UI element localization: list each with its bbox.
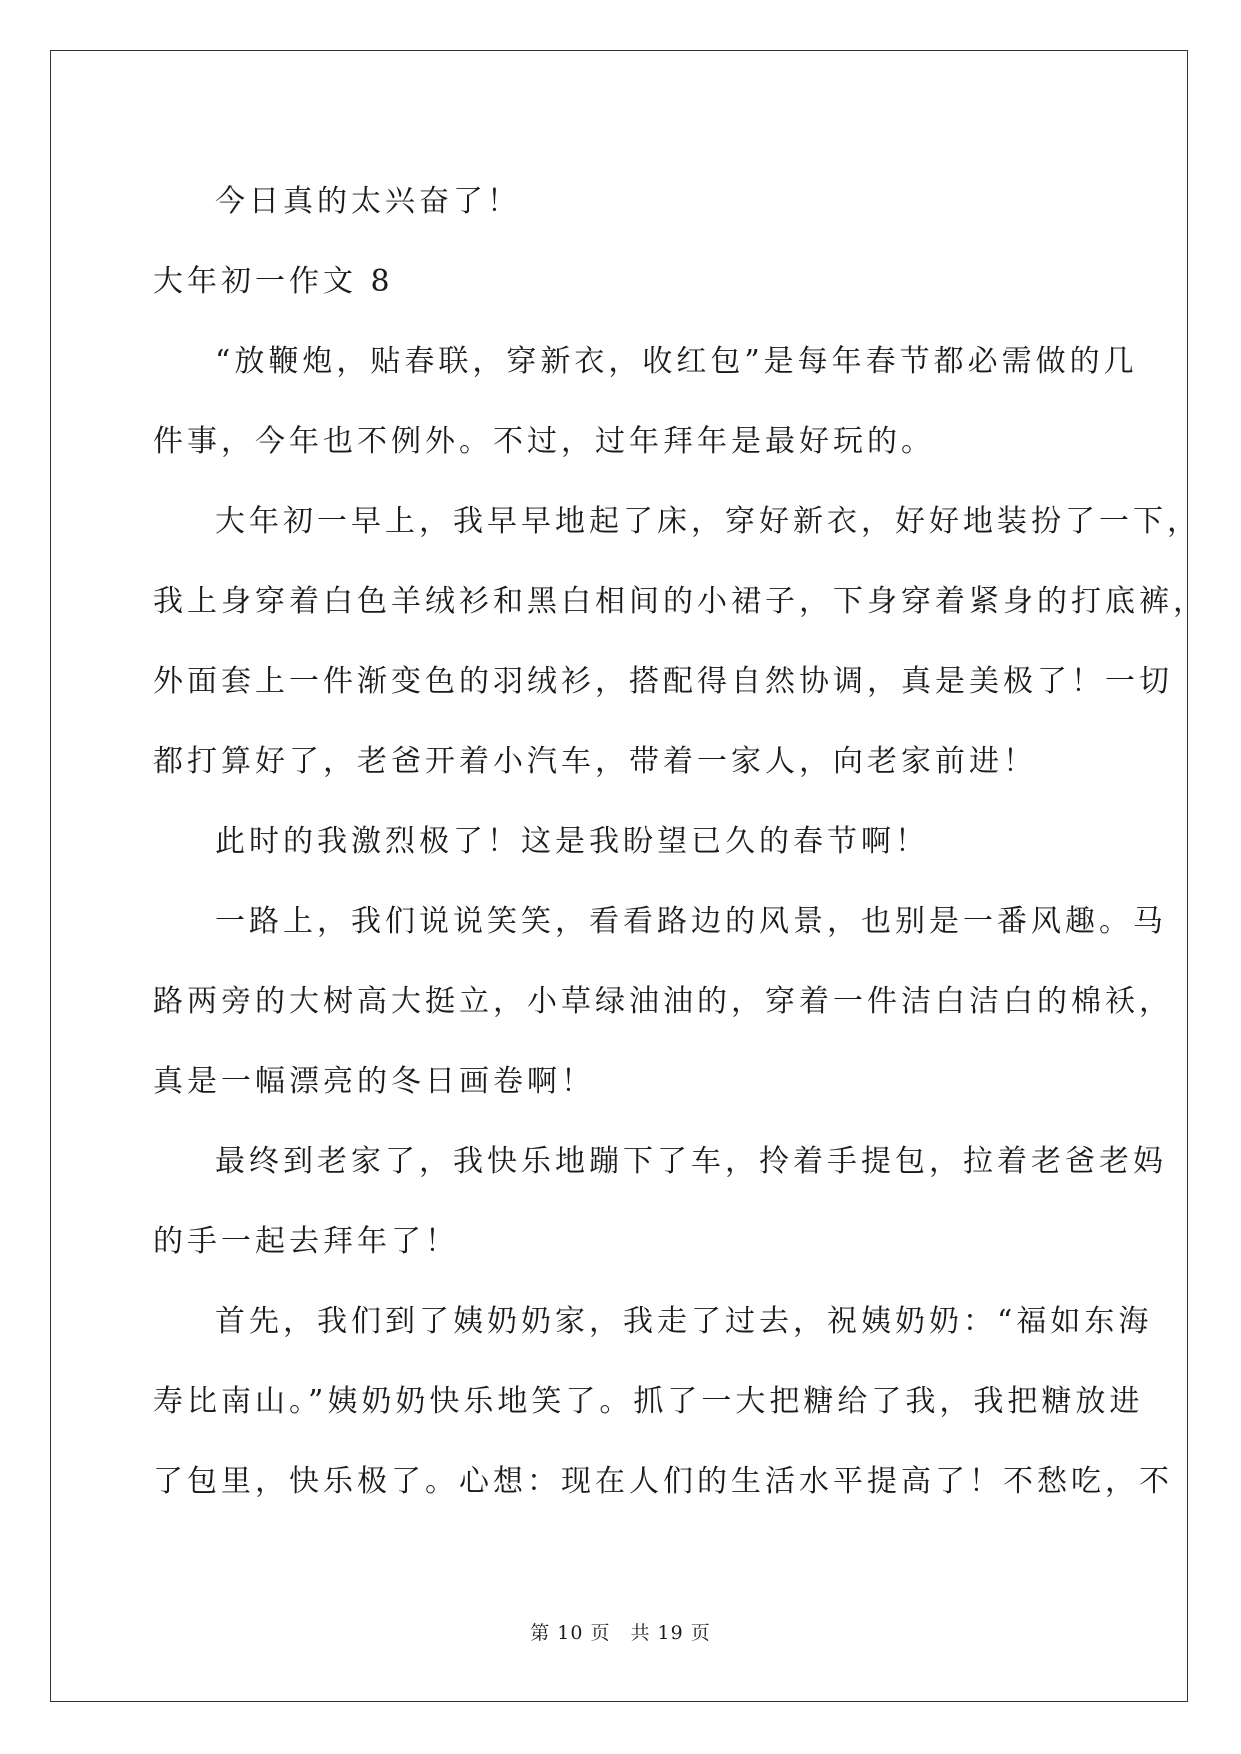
document-body: [153, 162, 1207, 1522]
paragraph-line: 外面套上一件渐变色的羽绒衫，搭配得自然协调，真是美极了！一切: [153, 664, 1173, 699]
section-heading: 大年初一作文 8: [153, 264, 394, 299]
paragraph-line: 最终到老家了，我快乐地蹦下了车，拎着手提包，拉着老爸老妈: [215, 1144, 1167, 1179]
paragraph-line: 了包里，快乐极了。心想：现在人们的生活水平提高了！不愁吃，不: [153, 1464, 1173, 1499]
paragraph-line: 今日真的太兴奋了！: [215, 184, 521, 219]
paragraph-line: 路两旁的大树高大挺立，小草绿油油的，穿着一件洁白洁白的棉袄，: [153, 984, 1173, 1019]
paragraph-line: “放鞭炮，贴春联，穿新衣，收红包”是每年春节都必需做的几: [215, 344, 1138, 379]
paragraph-line: 一路上，我们说说笑笑，看看路边的风景，也别是一番风趣。马: [215, 904, 1167, 939]
paragraph-line: 都打算好了，老爸开着小汽车，带着一家人，向老家前进！: [153, 744, 1037, 779]
paragraph-line: 首先，我们到了姨奶奶家，我走了过去，祝姨奶奶：“福如东海: [215, 1304, 1153, 1339]
paragraph-line: 的手一起去拜年了！: [153, 1224, 459, 1259]
paragraph-line: 大年初一早上，我早早地起了床，穿好新衣，好好地装扮了一下，: [215, 504, 1201, 539]
paragraph-line: 此时的我激烈极了！这是我盼望已久的春节啊！: [215, 824, 929, 859]
paragraph-line: 真是一幅漂亮的冬日画卷啊！: [153, 1064, 595, 1099]
paragraph-line: 寿比南山。”姨奶奶快乐地笑了。抓了一大把糖给了我，我把糖放进: [153, 1384, 1144, 1419]
paragraph-line: 我上身穿着白色羊绒衫和黑白相间的小裙子，下身穿着紧身的打底裤，: [153, 584, 1207, 619]
page-number-footer: 第 10 页 共 19 页: [530, 1622, 711, 1644]
paragraph-line: 件事，今年也不例外。不过，过年拜年是最好玩的。: [153, 424, 935, 459]
